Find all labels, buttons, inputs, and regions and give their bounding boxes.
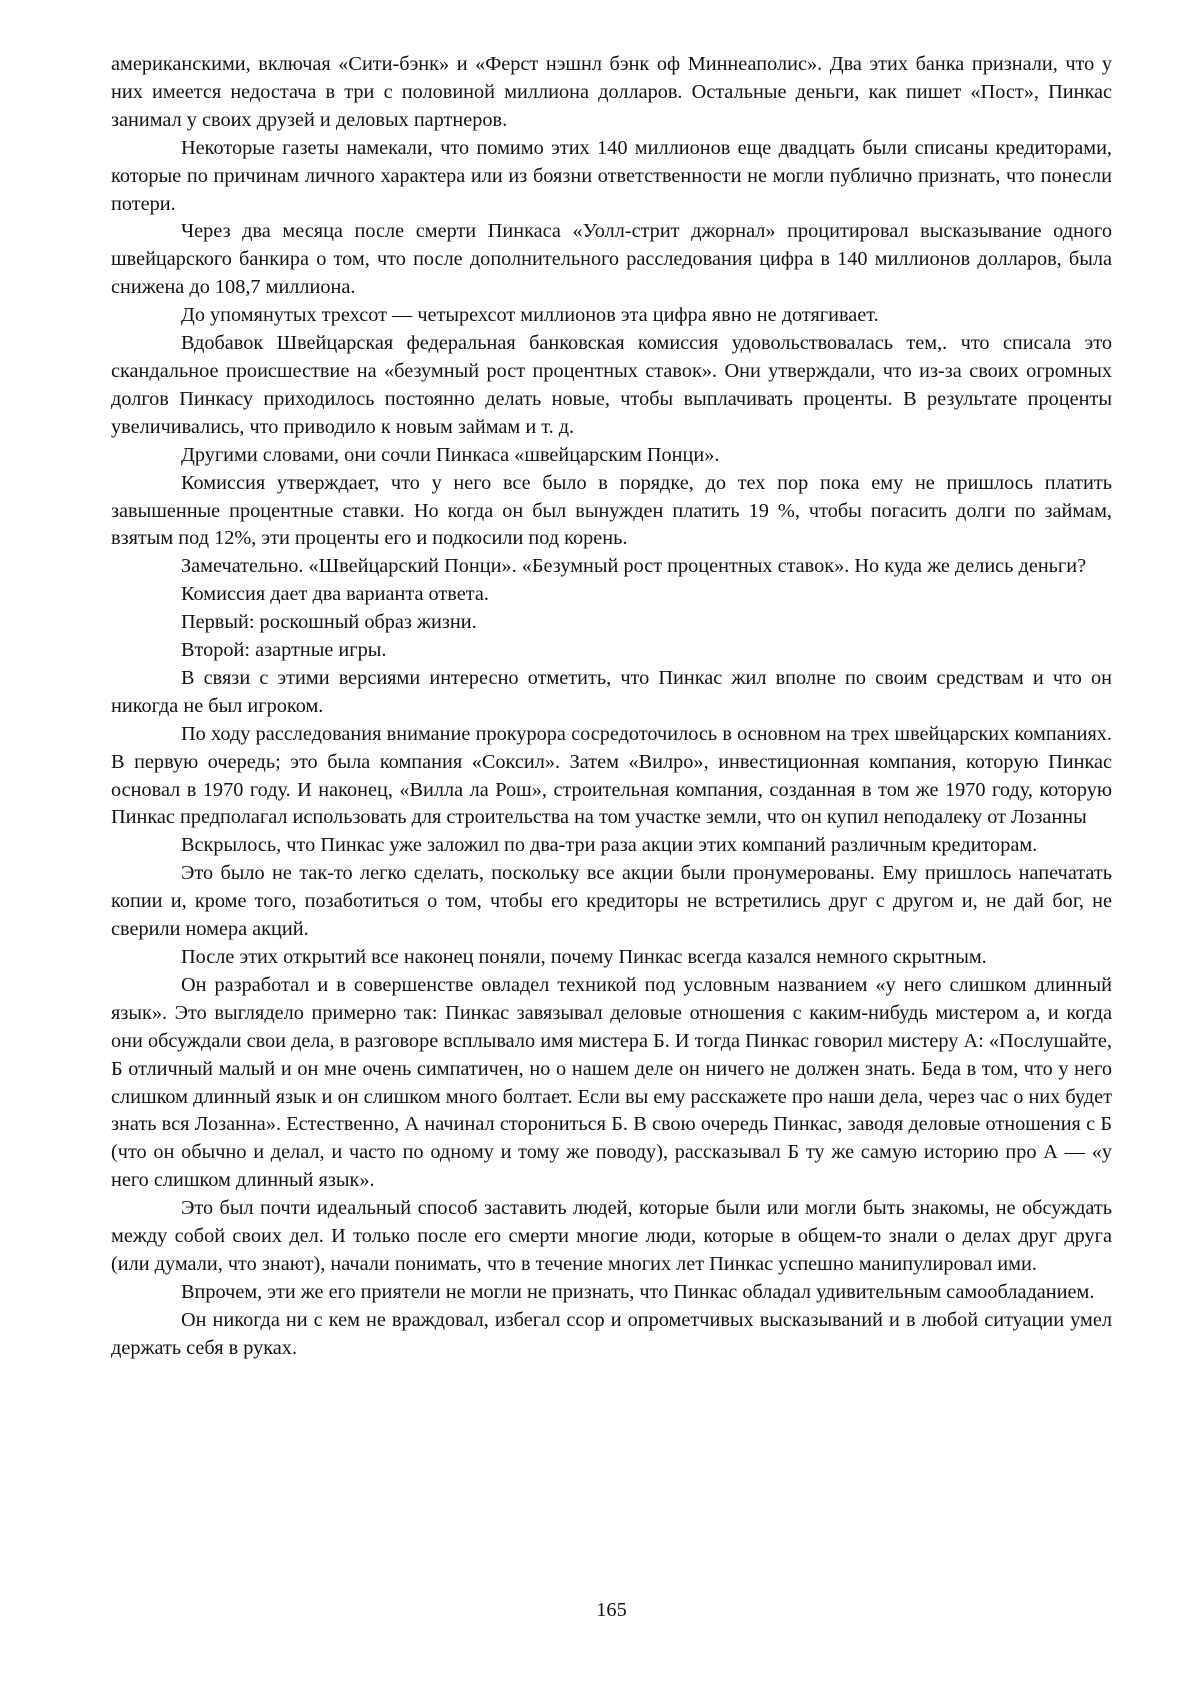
paragraph: американскими, включая «Сити-бэнк» и «Ферст нэшнл бэнк оф Миннеаполис». Два этих банка признали, что у них имеется недостача в три с половиной миллиона долларов. Остальные деньги, как пишет «Пост», Пинкас занимал у своих друзей и деловых партнеров. — [111, 53, 1112, 131]
paragraph: Это было не так-то легко сделать, поскольку все акции были пронумерованы. Ему пришлось напечатать копии и, кроме того, позаботиться о том, чтобы его кредиторы не встретились друг с другом и, не дай бог, не сверили номера акций. — [111, 862, 1112, 941]
paragraph: Первый: роскошный образ жизни. — [181, 611, 477, 634]
paragraph: Он никогда ни с кем не враждовал, избегал ссор и опрометчивых высказываний и в любой ситуации умел держать себя в руках. — [111, 1308, 1112, 1359]
paragraph: Комиссия дает два варианта ответа. — [181, 583, 489, 606]
paragraph: В связи с этими версиями интересно отметить, что Пинкас жил вполне по своим средствам и что он никогда не был игроком. — [111, 666, 1112, 717]
paragraph: Второй: азартные игры. — [181, 639, 387, 662]
paragraph: Впрочем, эти же его приятели не могли не признать, что Пинкас обладал удивительным самообладанием. — [181, 1280, 1095, 1303]
paragraph: До упомянутых трехсот — четырехсот миллионов эта цифра явно не дотягивает. — [181, 304, 879, 327]
paragraph: После этих открытий все наконец поняли, почему Пинкас всегда казался немного скрытным. — [181, 946, 987, 968]
document-page — [111, 51, 1112, 1363]
paragraph: Это был почти идеальный способ заставить людей, которые были или могли быть знакомы, не обсуждать между собой своих дел. И только после его смерти многие люди, которые в общем-то знали о делах друг друга (или думали, что знают), начали понимать, что в течение многих лет Пинкас успешно манипулировал ими. — [111, 1197, 1112, 1275]
paragraph: Вдобавок Швейцарская федеральная банковская комиссия удовольствовалась тем,. что списала это скандальное происшествие на «безумный рост процентных ставок». Они утверждали, что из-за своих огромных долгов Пинкасу приходилось постоянно делать новые, чтобы выплачивать проценты. В результате проценты увеличивались, что приводило к новым займам и т. д. — [111, 332, 1112, 438]
paragraph: Через два месяца после смерти Пинкаса «Уолл-стрит джорнал» процитировал высказывание одного швейцарского банкира о том, что после дополнительного расследования цифра в 140 миллионов долларов, была снижена до 108,7 миллиона. — [111, 220, 1112, 299]
paragraph: Некоторые газеты намекали, что помимо этих 140 миллионов еще двадцать были списаны кредиторами, которые по причинам личного характера или из боязни ответственности не могли публично признать, что понесли потери. — [111, 136, 1112, 215]
page-number: 165 — [596, 1599, 627, 1621]
paragraph: По ходу расследования внимание прокурора сосредоточилось в основном на трех швейцарских компаниях. В первую очередь; это была компания «Соксил». Затем «Вилро», инвестиционная компания, которую Пинкас основал в 1970 году. И наконец, «Вилла ла Рош», строительная компания, созданная в том же 1970 году, которую Пинкас предполагал использовать для строительства на том участке земли, что он купил неподалеку от Лозанны — [111, 722, 1112, 829]
paragraph: Комиссия утверждает, что у него все было в порядке, до тех пор пока ему не пришлось платить завышенные процентные ставки. Но когда он был вынужден платить 19 %, чтобы погасить долги по займам, взятым под 12%, эти проценты его и подкосили под корень. — [111, 471, 1112, 550]
paragraph: Другими словами, они сочли Пинкаса «швейцарским Понци». — [181, 443, 720, 466]
paragraph: Он разработал и в совершенстве овладел техникой под условным названием «у него слишком длинный язык». Это выглядело примерно так: Пинкас завязывал деловые отношения с каким-нибудь мистером а, и когда они обсуждали свои дела, в разговоре всплывало имя мистера Б. И тогда Пинкас говорил мистеру А: «Послушайте, Б отличный малый и он мне очень симпатичен, но о нашем деле он ничего не должен знать. Беда в том, что у него слишком длинный язык и он слишком много болтает. Если вы ему расскажете про наши дела, через час о них будет знать вся Лозанна». Естественно, А начинал сторониться Б. В свою очередь Пинкас, заводя деловые отношения с Б (что он обычно и делал, и часто по одному и тому же поводу), рассказывал Б ту же самую историю про А — «у него слишком длинный язык». — [111, 973, 1112, 1192]
paragraph: Вскрылось, что Пинкас уже заложил по два-три раза акции этих компаний различным кредиторам. — [181, 834, 1038, 857]
paragraph: Замечательно. «Швейцарский Понци». «Безумный рост процентных ставок». Но куда же делись деньги? — [181, 555, 1087, 578]
